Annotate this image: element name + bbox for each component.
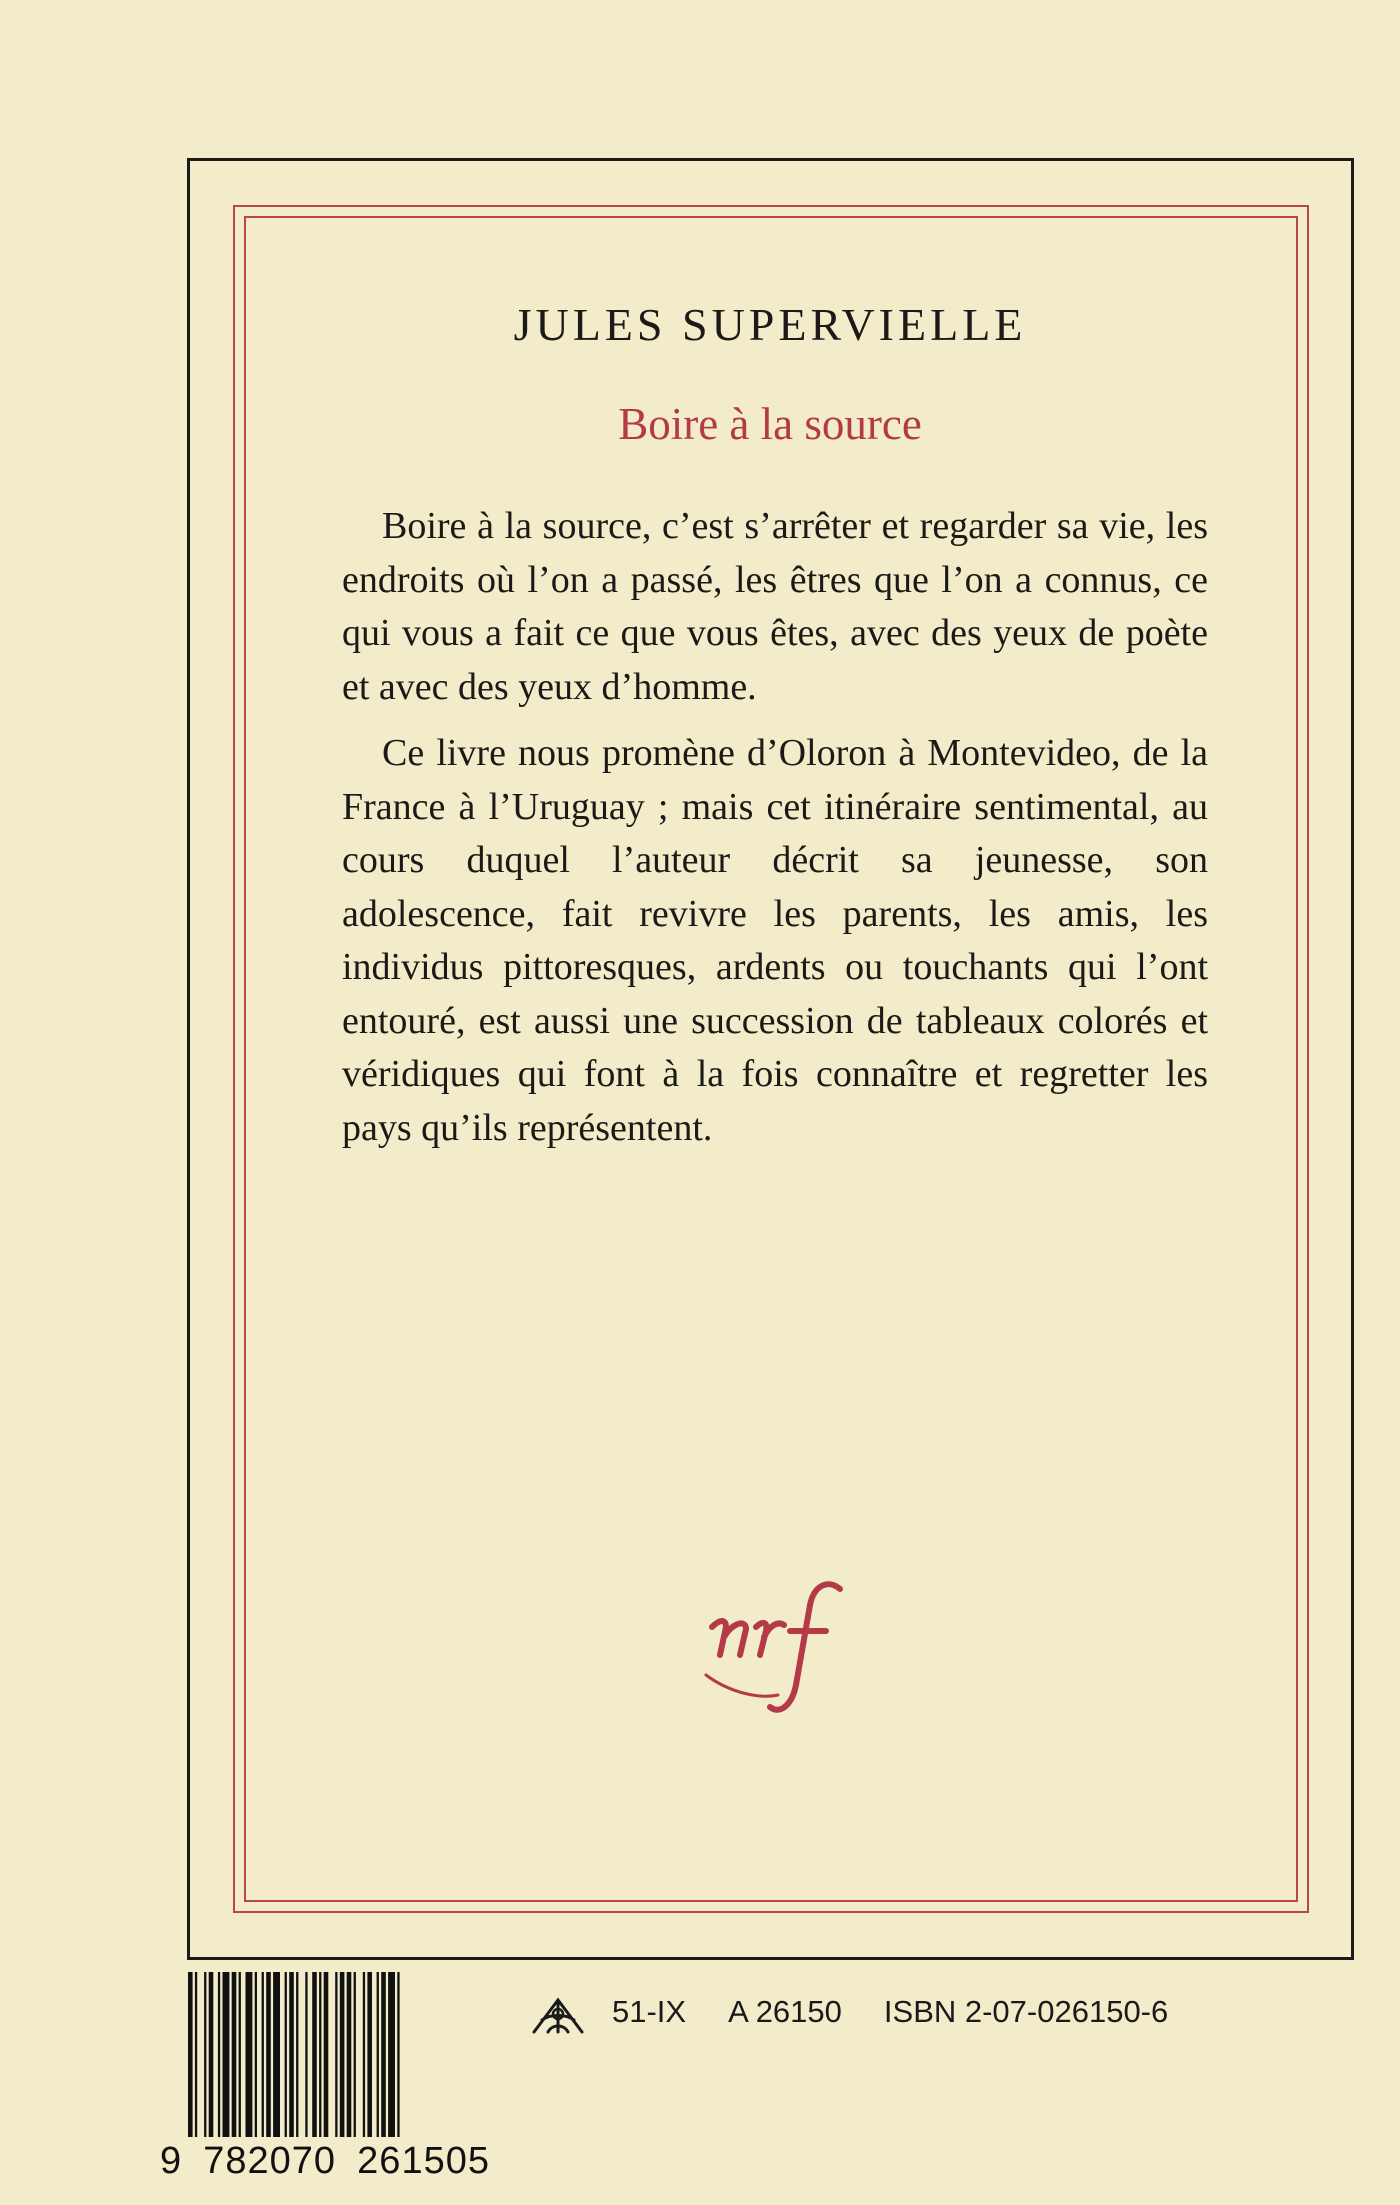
- barcode-digit-group: 9: [160, 2140, 183, 2182]
- barcode: [186, 1972, 476, 2162]
- barcode-bar: [335, 1972, 337, 2137]
- barcode-bar: [388, 1972, 395, 2137]
- gallimard-emblem-icon: [528, 1992, 588, 2040]
- blurb-paragraph: Ce livre nous promène d’Oloron à Montevideo, de la France à l’Uruguay ; mais cet itinéraire sentimental, au cours duquel l’auteur décrit sa jeunesse, son adolescence, fait revivre les parents, les amis, les individus pittoresques, ardents ou touchants qui l’ont entouré, est aussi une succession de tableaux colorés et véridiques qui font à la fois connaître et regretter les pays qu’ils représentent.: [342, 732, 1208, 1149]
- barcode-bar: [340, 1972, 345, 2137]
- series-code: 51-IX: [612, 1994, 687, 2029]
- barcode-bar: [319, 1972, 321, 2137]
- blurb: [342, 500, 1208, 1168]
- barcode-bar: [232, 1972, 237, 2137]
- barcode-digit-group: 261505: [357, 2140, 490, 2182]
- barcode-bar: [296, 1972, 298, 2137]
- catalog-code: A 26150: [728, 1994, 842, 2029]
- barcode-bar: [324, 1972, 329, 2137]
- barcode-bar: [195, 1972, 197, 2137]
- barcode-bar: [363, 1972, 365, 2137]
- barcode-bar: [305, 1972, 307, 2137]
- isbn: ISBN 2-07-026150-6: [883, 1994, 1169, 2029]
- nrf-logo: [690, 1575, 860, 1725]
- barcode-bar: [312, 1972, 317, 2137]
- barcode-bar: [255, 1972, 257, 2137]
- barcode-bar: [266, 1972, 271, 2137]
- book-title: Boire à la source: [618, 399, 922, 449]
- barcode-bar: [209, 1972, 214, 2137]
- barcode-bar: [289, 1972, 294, 2137]
- barcode-bar: [397, 1972, 399, 2137]
- barcode-bar: [239, 1972, 241, 2137]
- barcode-bar: [188, 1972, 193, 2137]
- author-name: JULES SUPERVIELLE: [513, 299, 1027, 350]
- barcode-bar: [354, 1972, 356, 2137]
- publication-codes: [612, 1994, 1210, 2030]
- barcode-bar: [273, 1972, 280, 2137]
- barcode-bar: [223, 1972, 230, 2137]
- barcode-bar: [377, 1972, 379, 2137]
- barcode-bar: [246, 1972, 253, 2137]
- barcode-digits: [160, 2140, 490, 2183]
- blurb-paragraph: Boire à la source, c’est s’arrêter et regarder sa vie, les endroits où l’on a passé, les êtres que l’on a connus, ce qui vous a fait ce que vous êtes, avec des yeux de poète et avec des yeux d’homme.: [342, 505, 1208, 708]
- barcode-bar: [218, 1972, 220, 2137]
- barcode-bar: [204, 1972, 206, 2137]
- barcode-bar: [367, 1972, 372, 2137]
- barcode-digit-group: 782070: [203, 2140, 337, 2182]
- barcode-bar: [347, 1972, 352, 2137]
- barcode-bar: [381, 1972, 386, 2137]
- barcode-bar: [262, 1972, 264, 2137]
- barcode-bar: [285, 1972, 287, 2137]
